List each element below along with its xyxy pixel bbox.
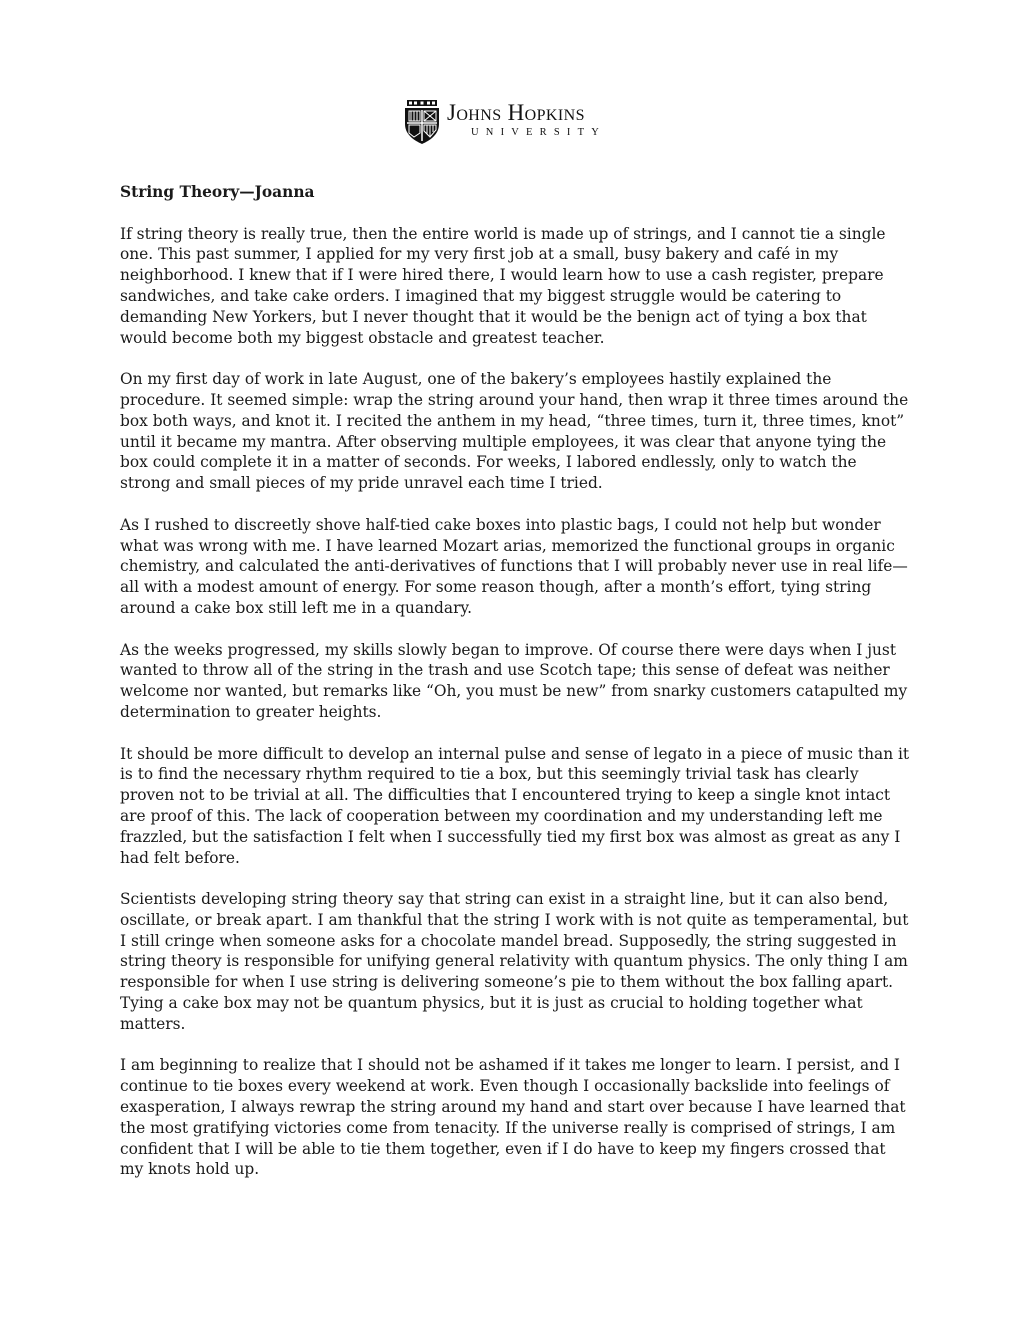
essay-paragraph: As I rushed to discreetly shove half-tied cake boxes into plastic bags, I could not help but wonder what was wrong with me. I have learned Mozart arias, memorized the functional groups in organic chemistry, and calculated the anti-derivatives of functions that I will probably never use in real life—all with a modest amount of energy. For some reason though, after a month’s effort, tying string around a cake box still left me in a quandary. xyxy=(120,515,908,617)
essay-title: String Theory—Joanna xyxy=(120,183,315,201)
jhu-logo xyxy=(403,99,633,147)
institution-name: Johns Hopkins xyxy=(447,100,585,125)
institution-sub: UNIVERSITY xyxy=(471,127,606,138)
university-shield-icon xyxy=(403,99,441,145)
essay-paragraph: On my first day of work in late August, one of the bakery’s employees hastily explained the procedure. It seemed simple: wrap the string around your hand, then wrap it three times around the box both ways, and knot it. I recited the anthem in my head, “three times, turn it, three times, knot” until it became my mantra. After observing multiple employees, it was clear that anyone tying the box could complete it in a matter of seconds. For weeks, I labored endlessly, only to watch the strong and small pieces of my pride unravel each time I tried. xyxy=(120,370,909,493)
essay-body xyxy=(120,182,910,1201)
essay-paragraph: Scientists developing string theory say that string can exist in a straight line, but it can also bend, oscillate, or break apart. I am thankful that the string I work with is not quite as temperamental, but I still cringe when someone asks for a chocolate mandel bread. Supposedly, the string suggested in string theory is responsible for unifying general relativity with quantum physics. The only thing I am responsible for when I use string is delivering someone’s pie to them without the box falling apart. Tying a cake box may not be quantum physics, but it is just as crucial to holding together what matters. xyxy=(120,890,909,1033)
essay-paragraph: If string theory is really true, then the entire world is made up of strings, and I cannot tie a single one. This past summer, I applied for my very first job at a small, busy bakery and café in my neighborhood. I knew that if I were hired there, I would learn how to use a cash register, prepare sandwiches, and take cake orders. I imagined that my biggest struggle would be catering to demanding New Yorkers, but I never thought that it would be the benign act of tying a box that would become both my biggest obstacle and greatest teacher. xyxy=(120,224,886,347)
essay-paragraph: As the weeks progressed, my skills slowly began to improve. Of course there were days when I just wanted to throw all of the string in the trash and use Scotch tape; this sense of defeat was neither welcome nor wanted, but remarks like “Oh, you must be new” from snarky customers catapulted my determination to greater heights. xyxy=(120,640,908,721)
essay-paragraph: I am beginning to realize that I should not be ashamed if it takes me longer to learn. I persist, and I continue to tie boxes every weekend at work. Even though I occasionally backslide into feelings of exasperation, I always rewrap the string around my hand and start over because I have learned that the most gratifying victories come from tenacity. If the universe really is comprised of strings, I am confident that I will be able to tie them together, even if I do have to keep my fingers crossed that my knots hold up. xyxy=(120,1056,906,1179)
essay-paragraph: It should be more difficult to develop an internal pulse and sense of legato in a piece of music than it is to find the necessary rhythm required to tie a box, but this seemingly trivial task has clearly proven not to be trivial at all. The difficulties that I encountered trying to keep a single knot intact are proof of this. The lack of cooperation between my coordination and my understanding left me frazzled, but the satisfaction I felt when I successfully tied my first box was almost as great as any I had felt before. xyxy=(120,744,910,867)
